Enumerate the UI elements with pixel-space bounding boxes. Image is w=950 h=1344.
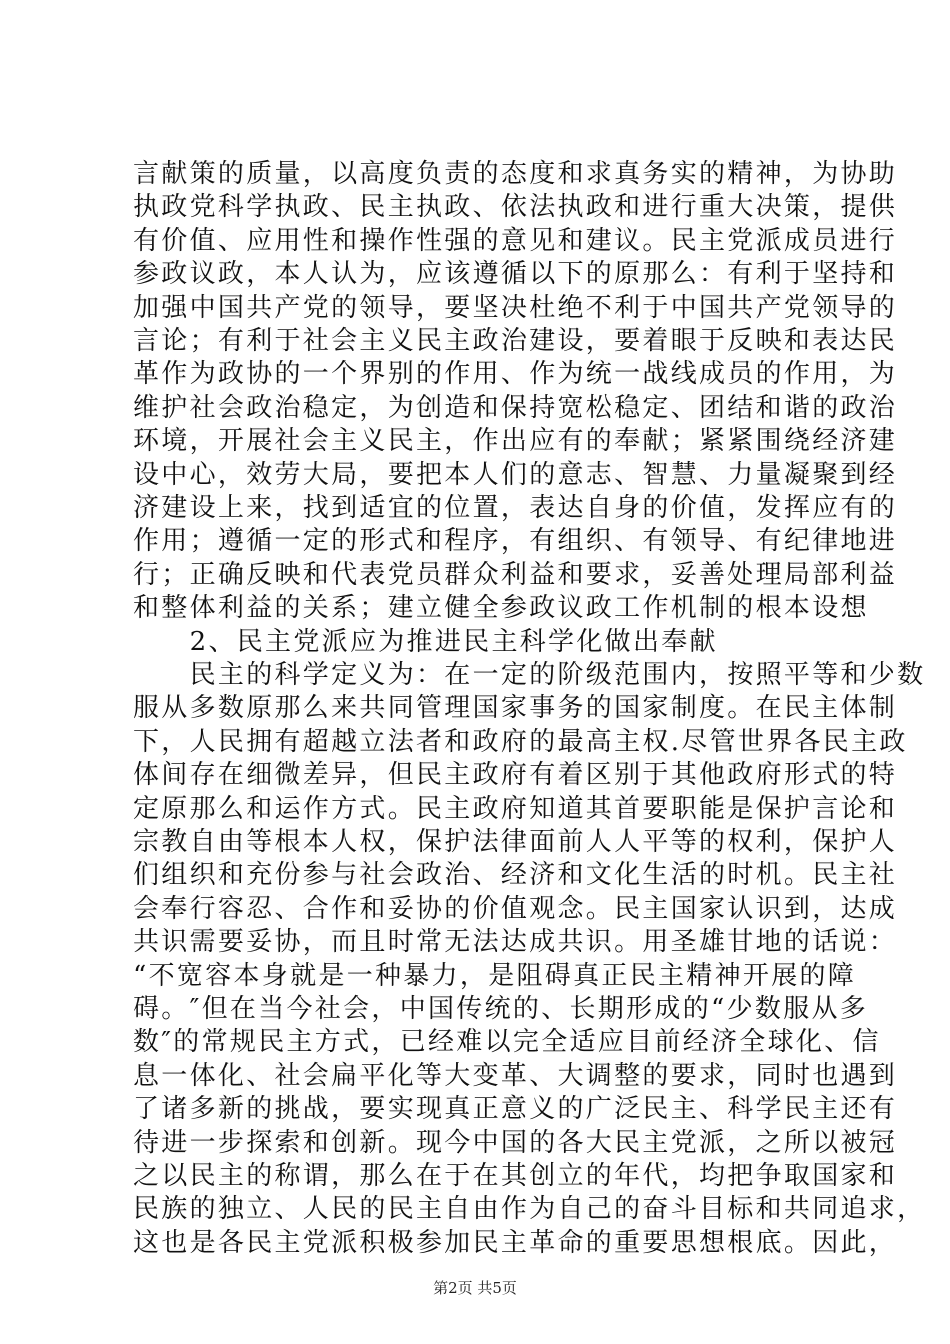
text-line: 碍。″但在当今社会，中国传统的、长期形成的“少数服从多 (133, 994, 869, 1024)
text-line: 数″的常规民主方式，已经难以完全适应目前经济全球化、信 (133, 1027, 881, 1057)
page-footer: 第2页 共5页 (433, 1279, 517, 1297)
text-line: 息一体化、社会扁平化等大变革、大调整的要求，同时也遇到 (133, 1061, 898, 1091)
text-line: 有价值、应用性和操作性强的意见和建议。民主党派成员进行 (133, 226, 898, 256)
text-line: 设中心，效劳大局，要把本人们的意志、智慧、力量凝聚到经 (133, 460, 898, 490)
text-line: 维护社会政治稳定，为创造和保持宽松稳定、团结和谐的政治 (133, 393, 898, 423)
text-line: 和整体利益的关系；建立健全参政议政工作机制的根本设想 (133, 593, 869, 623)
text-line: 了诸多新的挑战，要实现真正意义的广泛民主、科学民主还有 (133, 1094, 898, 1124)
text-line: 会奉行容忍、合作和妥协的价值观念。民主国家认识到，达成 (133, 894, 898, 924)
text-line: 参政议政，本人认为，应该遵循以下的原那么：有利于坚持和 (133, 259, 898, 289)
text-line: 下，人民拥有超越立法者和政府的最高主权.尽管世界各民主政 (133, 727, 908, 757)
text-line: 济建设上来，找到适宜的位置，表达自身的价值，发挥应有的 (133, 493, 898, 523)
text-line: 民主的科学定义为：在一定的阶级范围内，按照平等和少数 (133, 660, 926, 690)
text-line: 环境，开展社会主义民主，作出应有的奉献；紧紧围绕经济建 (133, 426, 898, 456)
text-line: 2、民主党派应为推进民主科学化做出奉献 (133, 627, 718, 657)
text-line: 执政党科学执政、民主执政、依法执政和进行重大决策，提供 (133, 192, 898, 222)
text-line: 体间存在细微差异，但民主政府有着区别于其他政府形式的特 (133, 760, 898, 790)
text-line: 行；正确反映和代表党员群众利益和要求，妥善处理局部利益 (133, 560, 898, 590)
text-line: 服从多数原那么来共同管理国家事务的国家制度。在民主体制 (133, 693, 898, 723)
text-line: 共识需要妥协，而且时常无法达成共识。用圣雄甘地的话说： (133, 927, 898, 957)
text-line: 定原那么和运作方式。民主政府知道其首要职能是保护言论和 (133, 794, 898, 824)
text-line: 之以民主的称谓，那么在于在其创立的年代，均把争取国家和 (133, 1161, 898, 1191)
text-line: 言献策的质量，以高度负责的态度和求真务实的精神，为协助 (133, 159, 898, 189)
text-line: 作用；遵循一定的形式和程序，有组织、有领导、有纪律地进 (133, 526, 898, 556)
text-line: 言论；有利于社会主义民主政治建设，要着眼于反映和表达民 (133, 326, 898, 356)
text-line: 们组织和充份参与社会政治、经济和文化生活的时机。民主社 (133, 860, 898, 890)
text-line: 革作为政协的一个界别的作用、作为统一战线成员的作用，为 (133, 359, 898, 389)
text-line: 宗教自由等根本人权，保护法律面前人人平等的权利，保护人 (133, 827, 898, 857)
text-line: 待进一步探索和创新。现今中国的各大民主党派，之所以被冠 (133, 1128, 898, 1158)
text-line: 这也是各民主党派积极参加民主革命的重要思想根底。因此， (133, 1228, 898, 1258)
text-line: 民族的独立、人民的民主自由作为自己的奋斗目标和共同追求， (133, 1194, 926, 1224)
text-line: 加强中国共产党的领导，要坚决杜绝不利于中国共产党领导的 (133, 293, 898, 323)
text-line: “不宽容本身就是一种暴力，是阻碍真正民主精神开展的障 (133, 961, 857, 991)
